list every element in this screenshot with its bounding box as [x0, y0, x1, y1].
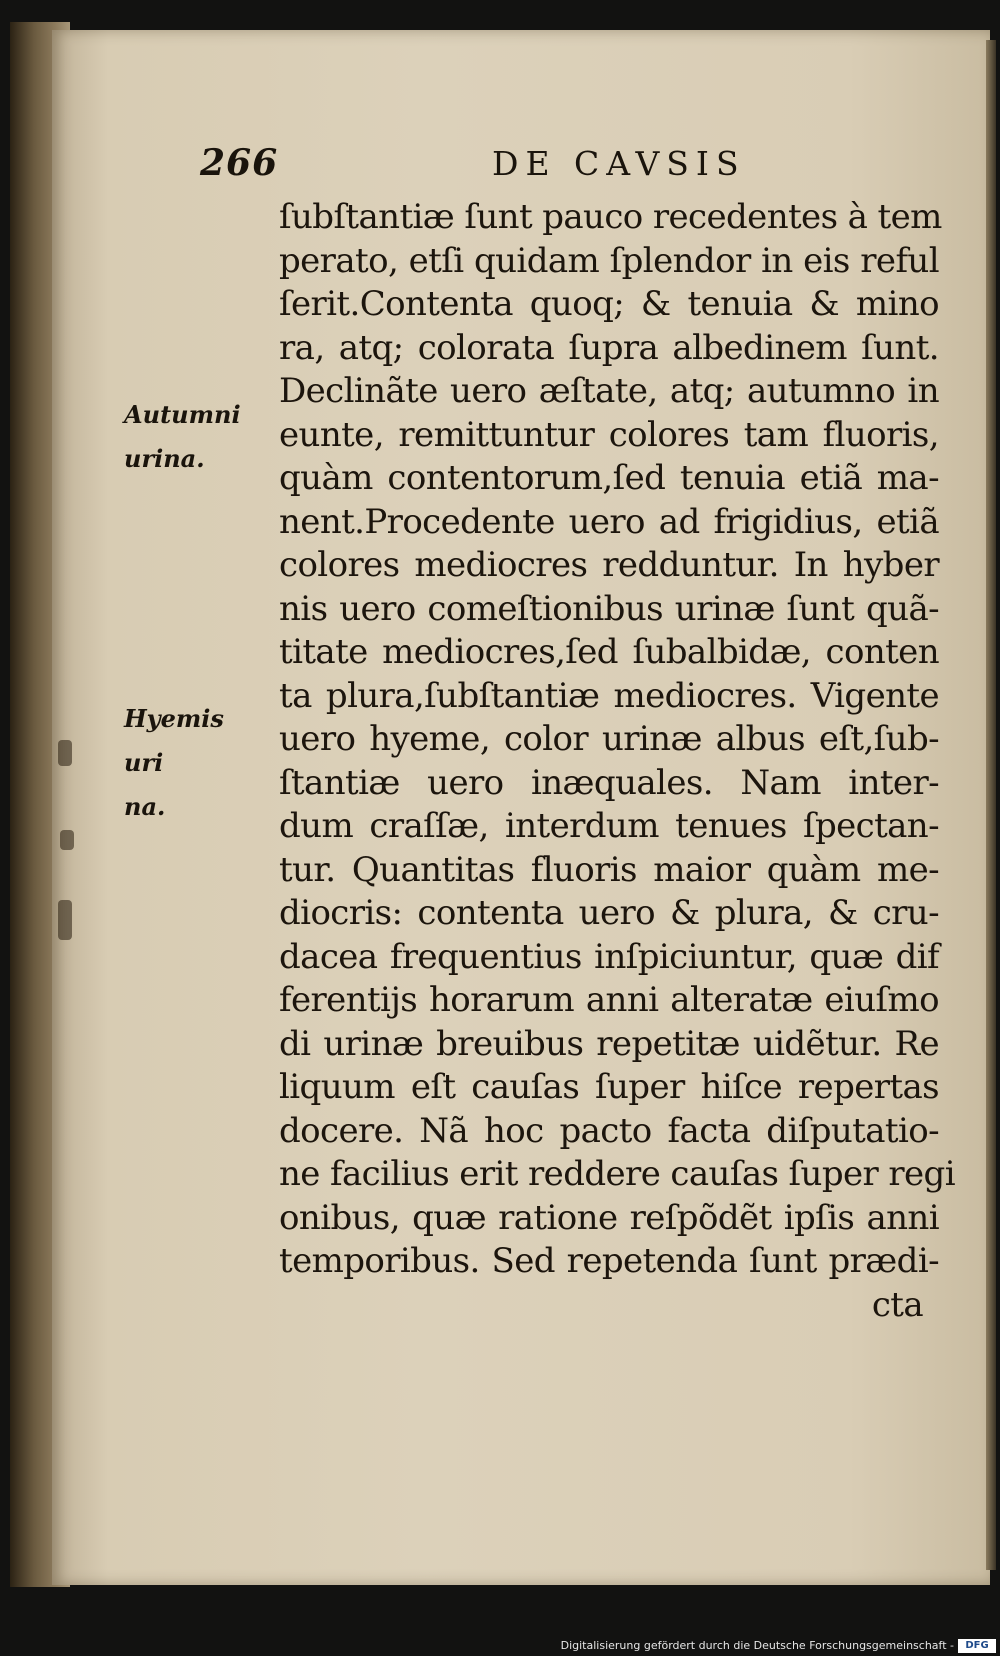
text-line: liquum eſt cauſas ſuper hiſce repertas: [279, 1067, 939, 1107]
text-line: quàm contentorum,ſed tenuia etiã ma-: [279, 458, 939, 498]
catchword: cta: [871, 1284, 923, 1325]
text-line: dum craſſæ, interdum tenues ſpectan-: [279, 806, 939, 846]
page-number: 266: [200, 142, 279, 184]
text-line: perato, etſi quidam ſplendor in eis reful: [279, 240, 939, 281]
text-line: onibus, quæ ratione reſpõdẽt ipſis anni: [279, 1197, 939, 1238]
text-line: ferentijs horarum anni alteratæ eiuſmo: [279, 980, 939, 1020]
text-line: nent.Procedente uero ad frigidius, etiã: [279, 501, 939, 542]
text-line: colores mediocres redduntur. In hyber: [279, 545, 939, 585]
marginal-note-line: urina.: [124, 444, 205, 473]
text-line: ra, atq; colorata ſupra albedinem ſunt.: [279, 327, 939, 368]
page-header: [200, 142, 940, 192]
ink-mark: [58, 740, 72, 766]
text-line: docere. Nã hoc pacto facta diſputatio-: [279, 1110, 939, 1151]
digitization-credit: Digitalisierung gefördert durch die Deutsche Forschungsgemeinschaft -: [560, 1639, 954, 1652]
page-edge: [986, 40, 996, 1570]
text-line: temporibus. Sed repetenda ſunt prædi-: [279, 1241, 939, 1281]
text-line: ſtantiæ uero inæquales. Nam inter-: [279, 762, 939, 803]
text-line: di urinæ breuibus repetitæ uidẽtur. Re: [279, 1023, 939, 1064]
ink-mark: [58, 900, 72, 940]
text-line: ta plura,ſubſtantiæ mediocres. Vigente: [279, 675, 939, 716]
marginal-note-winter: [124, 697, 264, 829]
running-head: DE CAVSIS: [492, 144, 746, 183]
text-line: nis uero comeſtionibus urinæ ſunt quã-: [279, 588, 939, 629]
text-line: tur. Quantitas fluoris maior quàm me-: [279, 849, 939, 890]
text-line: Declinãte uero æſtate, atq; autumno in: [279, 371, 939, 411]
text-line: diocris: contenta uero & plura, & cru-: [279, 893, 939, 933]
text-line: uero hyeme, color urinæ albus eſt,ſub-: [279, 719, 939, 759]
dfg-logo: DFG: [958, 1639, 996, 1653]
text-line: ſerit.Contenta quoq; & tenuia & mino: [279, 284, 939, 324]
marginal-note-autumn: [124, 393, 264, 481]
body-text: [279, 196, 955, 1327]
text-line: eunte, remittuntur colores tam fluoris,: [279, 414, 939, 455]
marginal-note-line: Hyemis uri: [124, 704, 224, 777]
text-line: ne facilius erit reddere cauſas ſuper regi: [279, 1154, 955, 1194]
ink-mark: [60, 830, 74, 850]
marginal-note-line: na.: [124, 792, 166, 821]
text-line: dacea frequentius inſpiciuntur, quæ dif: [279, 936, 939, 977]
text-line: ſubſtantiæ ſunt pauco recedentes à tem: [279, 197, 942, 237]
text-line: titate mediocres,ſed ſubalbidæ, conten: [279, 632, 939, 672]
marginal-note-line: Autumni: [124, 400, 241, 429]
